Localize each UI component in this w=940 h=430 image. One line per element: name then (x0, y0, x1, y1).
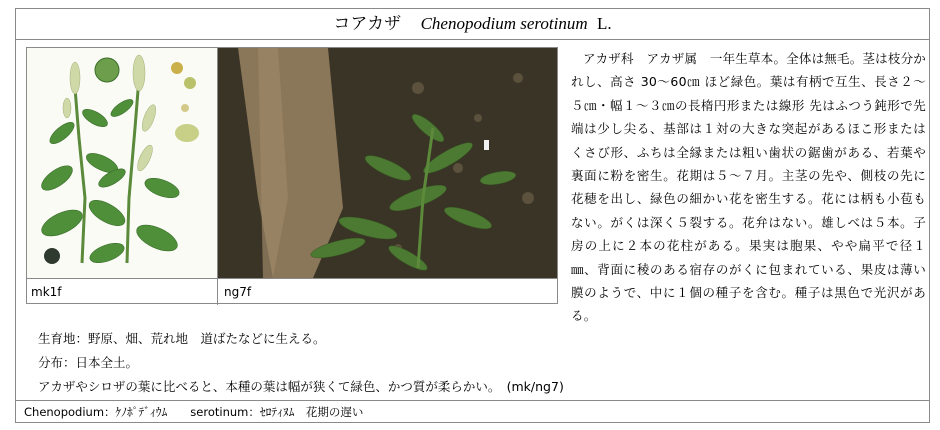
image-caption-row (27, 278, 557, 305)
image-table (26, 47, 558, 304)
plant-card (15, 8, 930, 423)
title-scientific-name: Chenopodium serotinum (420, 14, 588, 33)
photo-caption: ng7f (217, 279, 554, 305)
species-description: アカザ科 アカザ属 一年生草本。全体は無毛。茎は枝分かれし、高さ 30～60㎝ ほど緑色。葉は有柄で互生、長さ２～５㎝・幅１～３㎝の長楕円形または線形 先はふつう鈍形で先端は少し尖る、基部は１対の大きな突起があるほこ形またはくさび形、ふちは全縁または粗い歯状の鋸歯がある、若葉や裏面に粉を密生。花期は５～７月。主茎の先や、側枝の先に花穂を出し、緑色の細かい花を密生する。花には柄も小苞もない。がくは深く５裂する。花弁はない。雄しべは５本。子房の上に２本の花柱がある。果実は胞果、やや扁平で径１㎜、背面に稜のある宿存のがくに包まれている、果皮は薄い膜のようで、中に１個の種子を含む。種子は黒色で光沢がある。 (571, 51, 926, 324)
etymology-footer: Chenopodium：ｹﾉﾎﾟﾃﾞｨｳﾑ serotinum：ｾﾛﾃｨﾇﾑ 花期の遅い (16, 400, 929, 422)
title-japanese-name: コアカザ (333, 14, 402, 34)
notes-section (38, 327, 598, 399)
botanical-illustration (27, 48, 218, 278)
distribution-text: 分布：日本全土。 (38, 355, 139, 370)
field-photo (218, 48, 557, 278)
page-title (16, 9, 929, 40)
habitat-text: 生育地：野原、畑、荒れ地 道ばたなどに生える。 (38, 331, 326, 346)
title-author: L. (597, 14, 612, 33)
comparison-text: アカザやシロザの葉に比べると、本種の葉は幅が狭くて緑色、かつ質が柔らかい。 (mk/ng7) (38, 379, 564, 394)
illustration-caption: mk1f (31, 285, 62, 299)
